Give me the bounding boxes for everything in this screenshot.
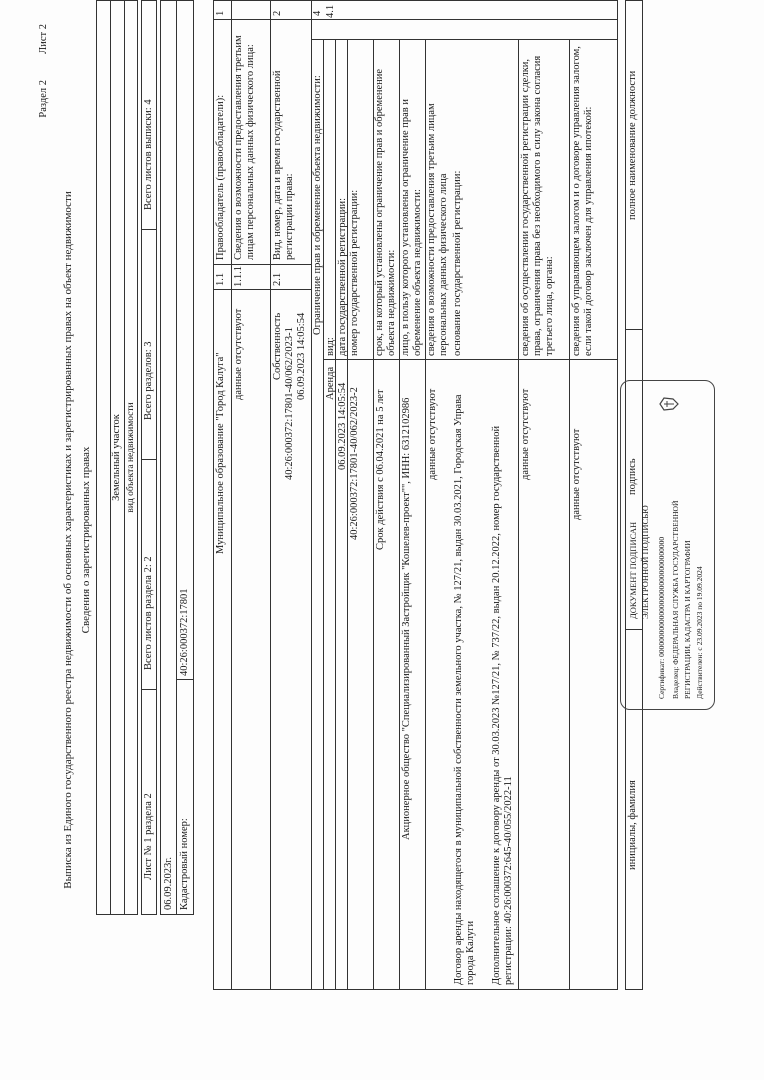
basis-label: основание государственной регистрации: [452, 170, 463, 356]
regdate-value: 06.09.2023 14:05:54 [337, 382, 348, 470]
row-4-1-number: 4.1 [325, 4, 336, 18]
stamp-owner-2: РЕГИСТРАЦИИ, КАДАСТРА И КАРТОГРАФИИ [683, 540, 692, 699]
row-1-number: 1 [215, 10, 226, 16]
term-label: срок, на который установлены ограничение прав и обременение объекта недвижимости: [374, 68, 397, 356]
regnum-value: 40:26:000372:17801-40/062/2023-2 [349, 387, 360, 540]
row-2-value-number: 40:26:000372:17801-40/062/2023-1 [284, 327, 295, 480]
sheets-in-section: Всего листов раздела 2: 2 [143, 556, 154, 670]
kind-value: Аренда [325, 366, 336, 400]
sheet-of-section: Лист № 1 раздела 2 [143, 793, 154, 880]
signatory-initials: инициалы, фамилия [627, 780, 638, 870]
emblem-icon [659, 395, 679, 413]
row-2-subnumber: 2.1 [272, 272, 283, 286]
sheet-label: Лист 2 [38, 24, 49, 54]
row-1-1-label: Сведения о возможности предоставления третьим лицам персональных данных физического лица: [233, 35, 256, 260]
row-4-label: Ограничение прав и обременение объекта недвижимости: [312, 75, 323, 335]
stamp-subtitle: ЭЛЕКТРОННОЙ ПОДПИСЬЮ [640, 505, 650, 619]
row-4-number: 4 [312, 10, 323, 16]
document-subtitle: Сведения о зарегистрированных правах [80, 446, 92, 634]
regdate-label: дата государственной регистрации: [337, 197, 348, 356]
row-2-number: 2 [272, 10, 283, 16]
row-2-value-type: Собственность [272, 312, 283, 380]
stamp-certificate: Сертификат: 00000000000000000000000000000000 [657, 536, 666, 699]
pd-value: данные отсутствуют [427, 388, 438, 480]
pledge-label: сведения об управляющем залогом и о договоре управления залогом, если такой договор заключен для управления ипотекой: [571, 46, 594, 356]
signatory-position: полное наименование должности [627, 70, 638, 220]
regnum-label: номер государственной регистрации: [349, 189, 360, 356]
pledge-value: данные отсутствуют [571, 428, 582, 520]
row-1-1-subnumber: 1.1.1 [233, 266, 244, 287]
section-label: Раздел 2 [38, 80, 49, 118]
basis-value-contract: Договор аренды находящегося в муниципальной собственности земельного участка, № 127/21, выдан 30.03.2021, Городская Управа города Калуги [453, 394, 476, 985]
row-2-value-datetime: 06.09.2023 14:05:54 [296, 312, 307, 400]
deal-label: сведения об осуществлении государственной регистрации сделки, права, ограничения права без необходимого в силу закона согласия третьего лица, органа: [520, 55, 555, 356]
person-value: Акционерное общество "Специализированный Застройщик "Кошелев-проект"", ИНН: 6312102986 [401, 397, 412, 840]
e-signature-stamp [620, 380, 715, 710]
basis-value-agreement: Дополнительное соглашение к договору аренды от 30.03.2023 №127/21, № 737/22, выдан 20.12.2022, номер государственной регистрации: 40:26:000372:645-40/055/2022-11 [491, 425, 514, 985]
term-value: Срок действия с 06.04.2021 на 5 лет [375, 389, 386, 550]
person-label: лицо, в пользу которого установлены ограничение прав и обременение объекта недвижимости: [400, 99, 423, 356]
sections-total: Всего разделов: 3 [143, 341, 154, 420]
stamp-validity: Действителен: с 23.09.2023 по 19.09.2024 [695, 566, 704, 699]
kind-label: вид: [325, 337, 336, 356]
cadastral-number: 40:26:000372:17801 [179, 588, 190, 676]
object-type-label: вид объекта недвижимости [126, 402, 136, 513]
row-1-subnumber: 1.1 [215, 272, 226, 286]
object-type-value: Земельный участок [111, 414, 122, 501]
deal-value: данные отсутствуют [520, 388, 531, 480]
cadastral-label: Кадастровый номер: [179, 818, 190, 910]
date-cadastral-box [160, 0, 194, 915]
stamp-title: ДОКУМЕНТ ПОДПИСАН [628, 521, 638, 619]
extract-date: 06.09.2023г. [163, 857, 174, 910]
stamp-owner-1: Владелец: ФЕДЕРАЛЬНАЯ СЛУЖБА ГОСУДАРСТВЕННОЙ [671, 500, 680, 699]
row-2-label: Вид, номер, дата и время государственной регистрации права: [272, 70, 295, 260]
document-title: Выписка из Единого государственного реестра недвижимости об основных характеристиках и зарегистрированных правах на объект недвижимости [62, 191, 74, 889]
row-1-label: Правообладатель (правообладатели): [215, 94, 226, 260]
sheets-total: Всего листов выписки: 4 [143, 99, 154, 210]
pd-label: сведения о возможности предоставления третьим лицам персональных данных физического лица [426, 103, 449, 356]
row-1-1-value: данные отсутствуют [233, 308, 244, 400]
row-1-value: Муниципальное образование "Город Калуга" [215, 352, 226, 554]
signature-label: подпись [627, 458, 638, 495]
